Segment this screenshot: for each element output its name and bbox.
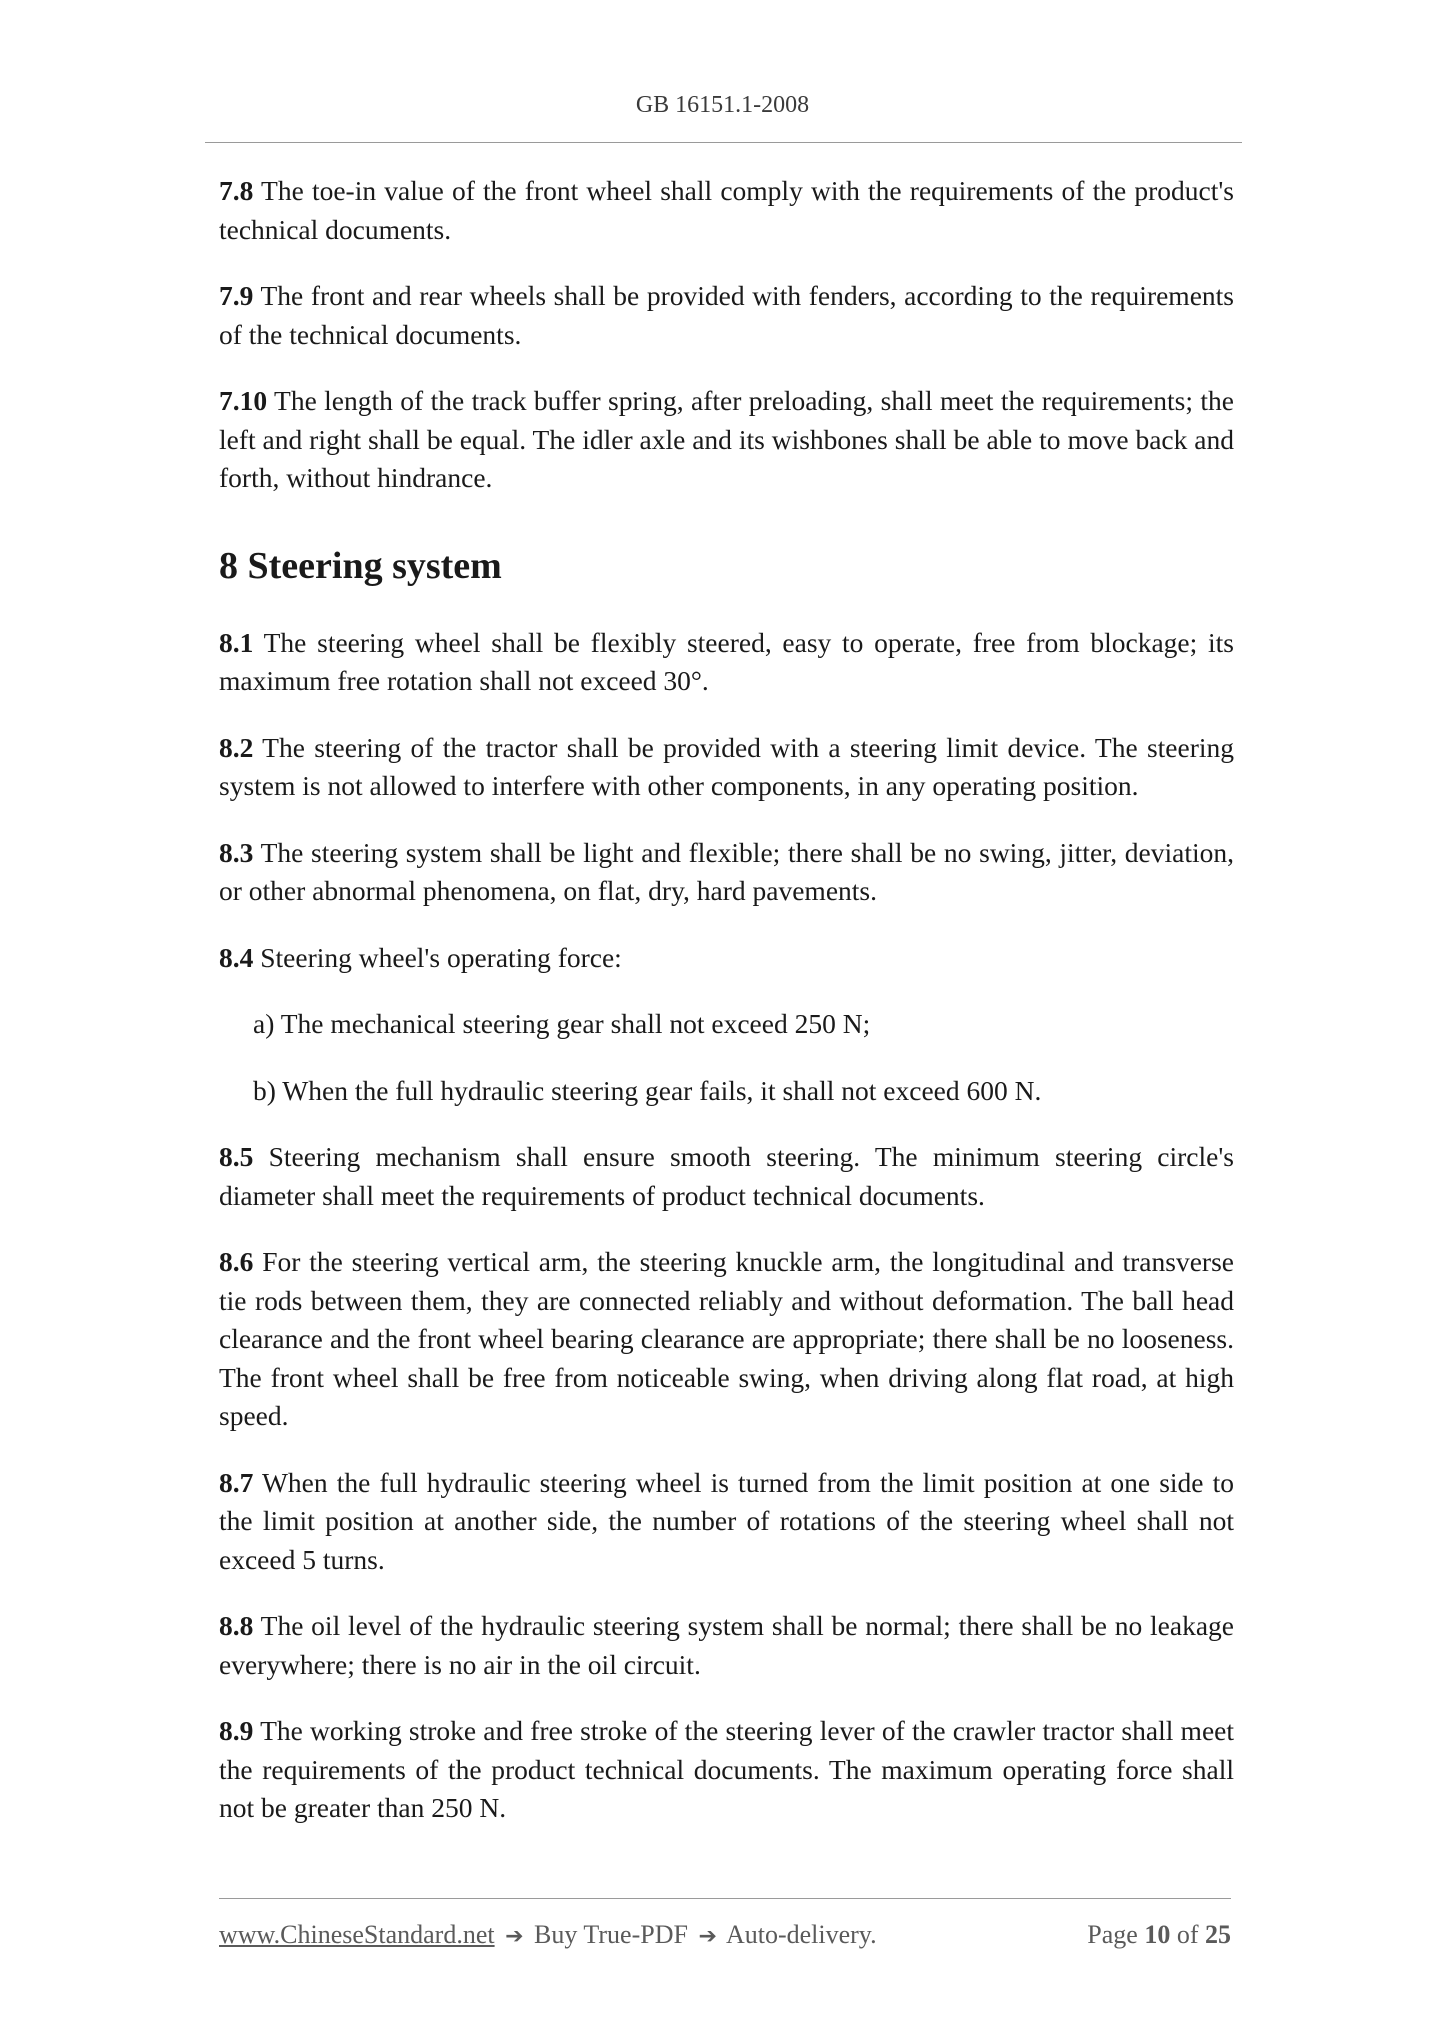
clause-7-10	[219, 382, 1234, 498]
footer-left	[219, 1920, 877, 1950]
clause-text: Steering wheel's operating force:	[253, 941, 622, 973]
arrow-right-icon: ➔	[505, 1924, 524, 1949]
page-header: GB 16151.1-2008	[635, 92, 810, 118]
page-footer	[219, 1920, 1231, 1950]
clause-number: 8.5	[219, 1141, 254, 1172]
clause-number: 8.7	[219, 1466, 254, 1498]
clause-text: When the full hydraulic steering wheel is turned from the limit position at one side to the limit position at another side, the number of rotations of the steering wheel shall not exceed 5 turns.	[219, 1466, 1234, 1575]
header-divider	[205, 142, 1242, 143]
clause-number: 8.4	[219, 941, 254, 973]
clause-text: The steering of the tractor shall be provided with a steering limit device. The steering system is not allowed to interfere with other components, in any operating position.	[219, 731, 1234, 801]
page-total: 25	[1205, 1920, 1231, 1949]
clause-text: The steering system shall be light and flexible; there shall be no swing, jitter, deviation, or other abnormal phenomena, on flat, dry, hard pavements.	[219, 836, 1234, 906]
clause-text: The length of the track buffer spring, after preloading, shall meet the requirements; the left and right shall be equal. The idler axle and its wishbones shall be able to move back and forth, without hindrance.	[219, 385, 1234, 493]
clause-text: The oil level of the hydraulic steering system shall be normal; there shall be no leakage everywhere; there is no air in the oil circuit.	[219, 1610, 1234, 1680]
clause-8-6	[219, 1243, 1234, 1436]
clause-text: The working stroke and free stroke of the steering lever of the crawler tractor shall meet the requirements of the product technical documents. The maximum operating force shall not be greater than 250 N.	[219, 1715, 1234, 1823]
arrow-right-icon: ➔	[698, 1924, 717, 1949]
clause-8-5	[219, 1138, 1234, 1215]
clause-number: 7.8	[219, 175, 254, 206]
clause-number: 8.6	[219, 1246, 254, 1277]
clause-text: The toe-in value of the front wheel shall comply with the requirements of the product's technical documents.	[219, 175, 1234, 245]
clause-8-2	[219, 729, 1234, 806]
list-item-a: a) The mechanical steering gear shall not exceed 250 N;	[253, 1008, 871, 1039]
clause-text: Steering mechanism shall ensure smooth steering. The minimum steering circle's diameter shall meet the requirements of product technical documents.	[219, 1141, 1234, 1211]
clause-8-4	[219, 939, 1234, 978]
footer-divider	[219, 1898, 1231, 1899]
clause-number: 8.1	[219, 626, 254, 658]
page-indicator	[1087, 1920, 1231, 1950]
clause-number: 7.10	[219, 385, 268, 416]
delivery-text: Auto-delivery.	[725, 1920, 877, 1949]
clause-number: 8.8	[219, 1610, 254, 1641]
clause-number: 8.2	[219, 731, 254, 763]
clause-8-3	[219, 834, 1234, 911]
clause-7-8	[219, 172, 1234, 249]
clause-text: The steering wheel shall be flexibly steered, easy to operate, free from blockage; its maximum free rotation shall not exceed 30°.	[219, 626, 1234, 696]
buy-text: Buy True-PDF	[534, 1920, 688, 1949]
clause-number: 8.9	[219, 1715, 254, 1746]
page-label: Page	[1087, 1920, 1138, 1949]
clause-number: 7.9	[219, 280, 254, 311]
clause-number: 8.3	[219, 836, 254, 868]
clause-8-9	[219, 1712, 1234, 1828]
clause-text: For the steering vertical arm, the steering knuckle arm, the longitudinal and transverse tie rods between them, they are connected reliably and without deformation. The ball head clearance and the front wheel bearing clearance are appropriate; there shall be no looseness. The front wheel shall be free from noticeable swing, when driving along flat road, at high speed.	[219, 1246, 1234, 1431]
clause-8-8	[219, 1607, 1234, 1684]
clause-8-1	[219, 624, 1234, 701]
list-item-b: b) When the full hydraulic steering gear fails, it shall not exceed 600 N.	[253, 1074, 1042, 1106]
page-number: 10	[1144, 1920, 1171, 1949]
of-label: of	[1176, 1920, 1199, 1949]
clause-7-9	[219, 277, 1234, 354]
document-body	[219, 172, 1234, 1856]
section-heading: 8 Steering system	[219, 544, 502, 587]
clause-8-7	[219, 1464, 1234, 1580]
clause-text: The front and rear wheels shall be provided with fenders, according to the requirements of the technical documents.	[219, 280, 1234, 350]
website-link[interactable]: www.ChineseStandard.net	[219, 1920, 495, 1949]
